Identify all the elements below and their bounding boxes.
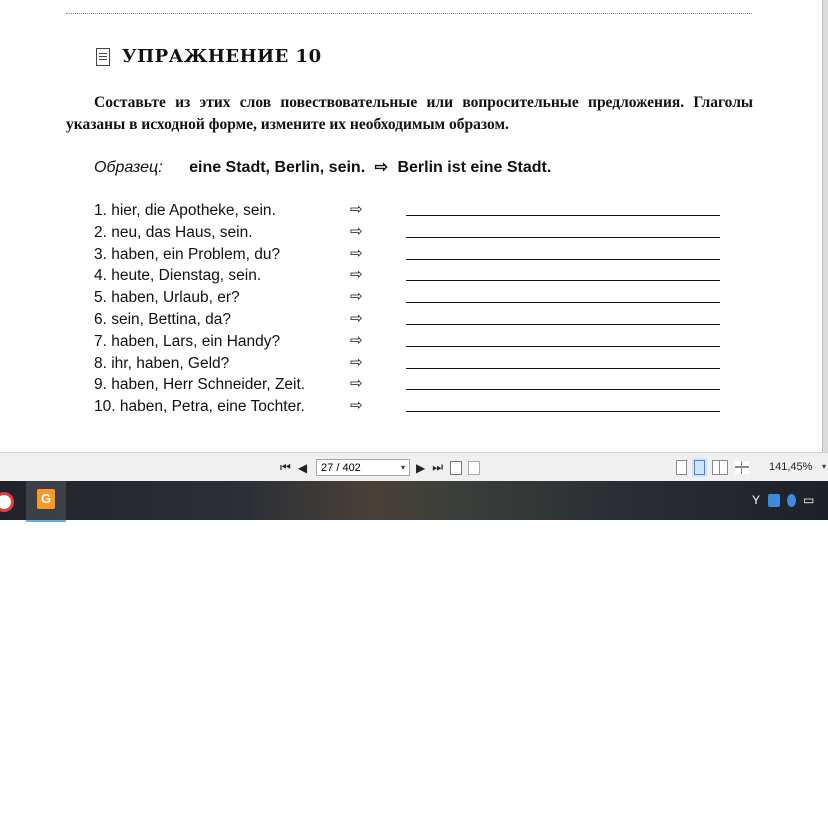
answer-line [406,302,720,303]
answer-line [406,237,720,238]
exercise-item-text: 3. haben, ein Problem, du? [94,245,281,263]
exercise-item [94,200,734,222]
exercise-title: УПРАЖНЕНИЕ 10 [122,46,322,67]
sample-line [94,157,551,177]
answer-line [406,215,720,216]
exercise-item [94,396,734,418]
exercise-list [94,200,734,418]
answer-line [406,346,720,347]
single-page-view-button[interactable] [676,460,687,475]
exercise-item-text: 10. haben, Petra, eine Tochter. [94,398,305,416]
answer-line [406,411,720,412]
arrow-icon: ⇨ [350,266,363,284]
exercise-item-text: 8. ihr, haben, Geld? [94,354,230,372]
exercise-item [94,244,734,266]
arrow-icon: ⇨ [350,331,363,349]
exercise-item-text: 5. haben, Urlaub, er? [94,289,240,307]
arrow-icon: ⇨ [350,353,363,371]
taskbar-app-reader[interactable] [26,481,66,522]
battery-icon[interactable]: ▭ [803,493,815,507]
yandex-icon[interactable]: Y [752,493,761,507]
two-page-view-button[interactable] [712,460,728,475]
exercise-item [94,265,734,287]
exercise-item [94,222,734,244]
vertical-scrollbar[interactable] [822,0,828,452]
view-mode-buttons [676,460,756,475]
exercise-item [94,287,734,309]
first-page-button[interactable]: ⏮ [280,460,291,474]
sample-label: Образец: [94,159,163,176]
network-icon[interactable] [768,494,780,507]
exercise-item-text: 6. sein, Bettina, da? [94,310,232,328]
arrow-icon: ⇨ [350,201,363,218]
exercise-heading [96,46,322,67]
chevron-down-icon[interactable]: ▾ [822,462,827,471]
sample-words: eine Stadt, Berlin, sein. [189,159,366,176]
answer-line [406,259,720,260]
exercise-item-text: 4. heute, Dienstag, sein. [94,267,262,285]
bluetooth-icon[interactable] [787,494,796,507]
paste-page-icon[interactable] [468,461,480,475]
copy-page-icon[interactable] [450,461,462,475]
answer-line [406,324,720,325]
exercise-item [94,374,734,396]
exercise-item-text: 9. haben, Herr Schneider, Zeit. [94,376,306,394]
exercise-item [94,353,734,375]
reader-app-icon: G [37,489,55,509]
prev-page-button[interactable]: ◀ [297,460,308,475]
exercise-item [94,331,734,353]
exercise-instruction: Составьте из этих слов повествовательные или вопросительные предложения. Глаголы указаны в исходной форме, измените их необходимым образом. [66,94,753,133]
arrow-icon: ⇨ [350,288,363,306]
exercise-item-text: 2. neu, das Haus, sein. [94,223,253,241]
sample-answer: Berlin ist eine Stadt. [397,159,552,176]
opera-icon [0,492,14,512]
zoom-level[interactable]: 141,45% [769,461,813,473]
continuous-view-button[interactable] [694,460,705,475]
taskbar [0,481,828,520]
answer-line [406,368,720,369]
pdf-toolbar [0,452,828,482]
exercise-item-text: 1. hier, die Apotheke, sein. [94,202,276,219]
last-page-button[interactable]: ⏭ [432,460,444,474]
page-selector[interactable] [316,459,410,476]
page-navigation [280,459,486,476]
arrow-icon: ⇨ [350,375,363,393]
page-number-value: 27 / 402 [321,461,361,474]
answer-line [406,280,720,281]
arrow-icon: ⇨ [374,159,388,176]
arrow-icon: ⇨ [350,244,363,262]
page-divider [66,13,752,14]
exercise-item [94,309,734,331]
arrow-icon: ⇨ [350,397,363,415]
document-icon [96,48,110,66]
system-tray [752,493,822,507]
next-page-button[interactable]: ▶ [416,460,426,475]
exercise-item-text: 7. haben, Lars, ein Handy? [94,332,281,350]
fit-width-view-button[interactable] [735,461,749,474]
chevron-down-icon: ▾ [401,463,406,472]
arrow-icon: ⇨ [350,222,363,240]
taskbar-app-opera[interactable] [0,487,18,513]
answer-line [406,389,720,390]
arrow-icon: ⇨ [350,309,363,327]
